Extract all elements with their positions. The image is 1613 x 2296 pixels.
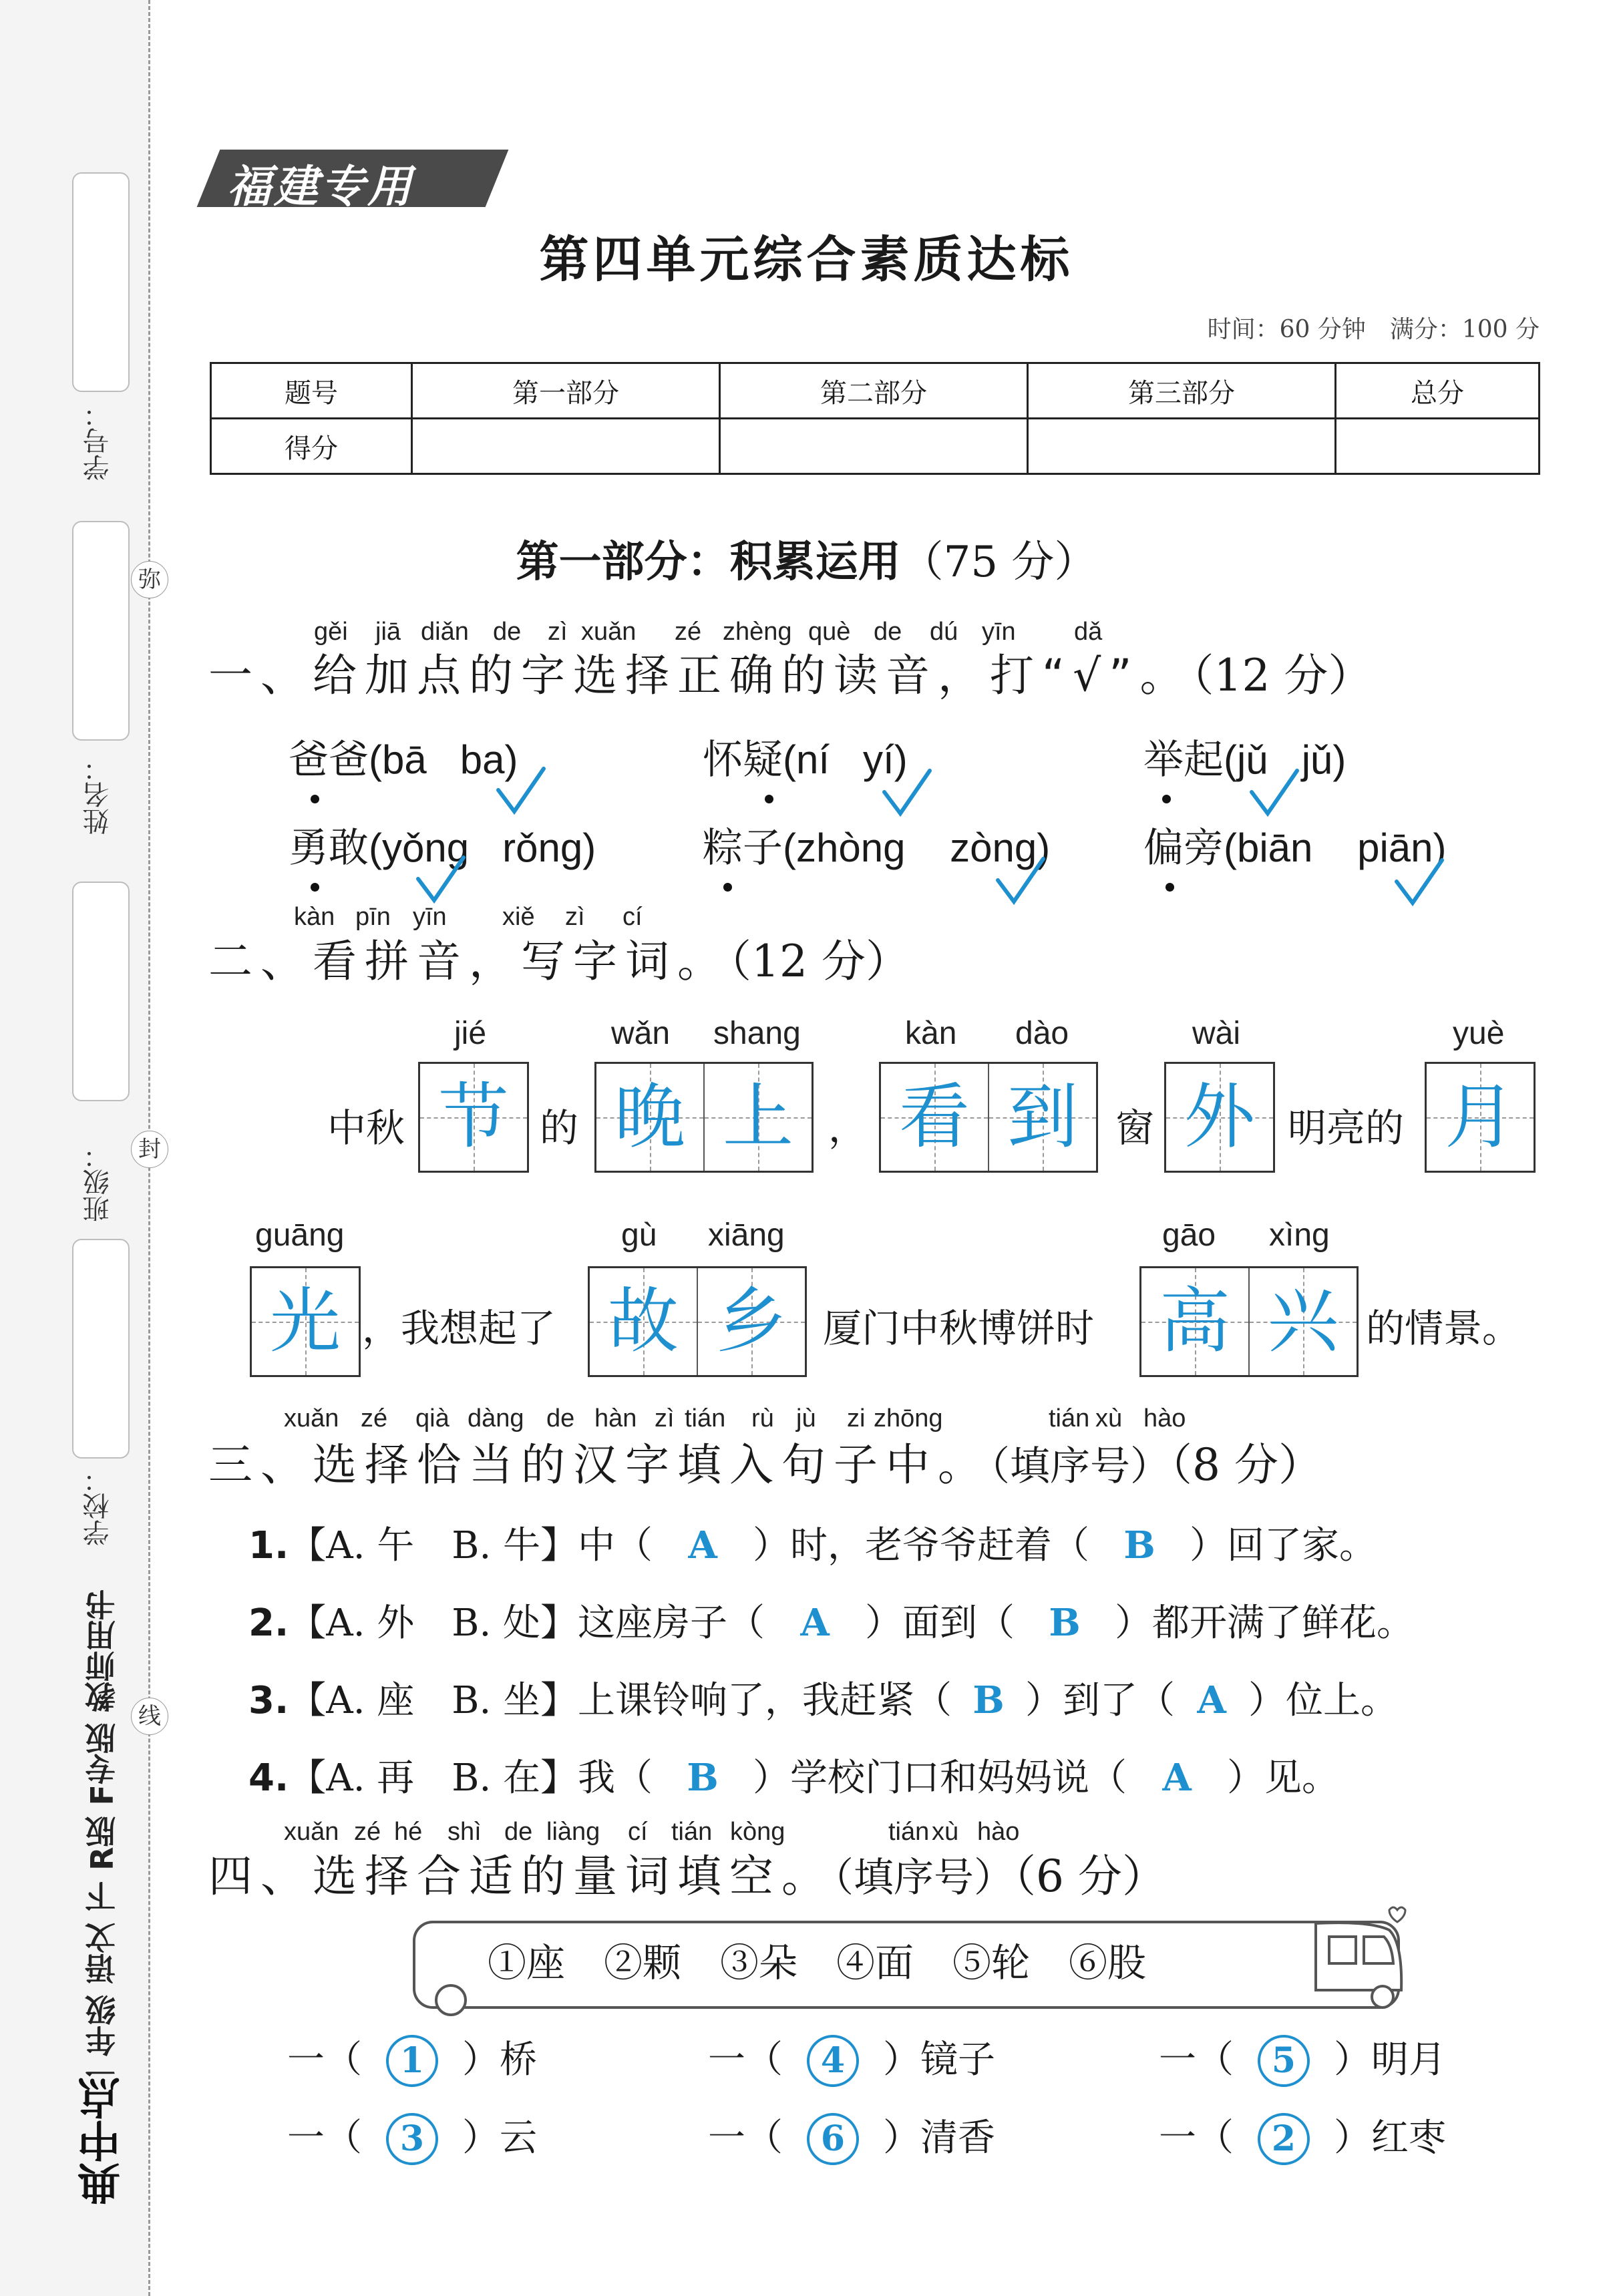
q1-item: 勇敢(yǒng rǒng) bbox=[289, 825, 596, 872]
sentence-text: ， bbox=[828, 1105, 868, 1151]
q3-row bbox=[248, 1671, 1398, 1724]
q1-word: 偏旁 bbox=[1143, 825, 1224, 872]
name-label: 姓名： bbox=[83, 755, 114, 835]
q3-title bbox=[208, 1429, 1322, 1493]
writing-cell[interactable] bbox=[881, 1064, 988, 1171]
row-options: 【A. 午 B. 牛】 bbox=[289, 1524, 578, 1567]
q3-row bbox=[248, 1593, 1414, 1647]
table-header: 题号 bbox=[211, 363, 412, 419]
row-label: 得分 bbox=[211, 419, 412, 474]
q3-points: （8 分） bbox=[1170, 1439, 1322, 1491]
answer-char: 看 bbox=[899, 1076, 970, 1158]
writing-grid[interactable] bbox=[1139, 1266, 1359, 1377]
answer-blank[interactable]: A bbox=[1197, 1678, 1226, 1722]
answer-char: 上 bbox=[723, 1076, 793, 1158]
q4-row bbox=[287, 2108, 537, 2165]
emphasis-dot bbox=[723, 883, 732, 892]
q1-word: 举起 bbox=[1143, 737, 1224, 783]
writing-cell[interactable] bbox=[1141, 1268, 1248, 1375]
emphasis-dot bbox=[311, 795, 319, 803]
option-1[interactable]: bā bbox=[381, 737, 427, 782]
answer-char: 乡 bbox=[716, 1280, 787, 1362]
circled-answer: 4 bbox=[807, 2035, 859, 2087]
q1-word: 怀疑 bbox=[703, 737, 783, 783]
answer-char: 故 bbox=[608, 1280, 679, 1362]
writing-cell[interactable] bbox=[1166, 1064, 1273, 1171]
row-text: 一（ bbox=[287, 2116, 362, 2160]
pinyin-annotation: dǎ bbox=[1074, 618, 1103, 646]
pinyin-annotation: zì bbox=[548, 618, 568, 646]
row-options: 【A. 外 B. 处】 bbox=[289, 1601, 578, 1645]
pinyin-annotation: cí bbox=[622, 903, 643, 931]
row-text: ）时，老爷爷赶着（ bbox=[753, 1524, 1090, 1567]
row-text: 上课铃响了，我赶紧（ bbox=[578, 1679, 952, 1722]
row-number: 3. bbox=[248, 1679, 289, 1722]
row-text: 一（ bbox=[708, 2038, 783, 2082]
answer-char: 高 bbox=[1159, 1280, 1230, 1362]
writing-cell[interactable] bbox=[988, 1064, 1096, 1171]
pinyin-annotation: tián bbox=[685, 1404, 726, 1432]
score-cell[interactable] bbox=[1028, 419, 1336, 474]
row-text: 一（ bbox=[1159, 2116, 1234, 2160]
pinyin-annotation: hé bbox=[394, 1818, 423, 1846]
check-mark-icon bbox=[994, 855, 1047, 908]
option-2[interactable]: ba bbox=[460, 737, 505, 782]
section-title-text: 第一部分：积累运用 bbox=[516, 538, 901, 587]
section-points: （75 分） bbox=[900, 538, 1097, 587]
q4-row bbox=[1159, 2108, 1446, 2165]
row-text: 一（ bbox=[708, 2116, 783, 2160]
pinyin-annotation: jiā bbox=[375, 618, 401, 646]
pinyin-annotation: xuǎn bbox=[581, 618, 637, 646]
emphasis-dot bbox=[765, 795, 773, 803]
answer-blank[interactable] bbox=[362, 2035, 462, 2087]
q1-item: 怀疑(ní yí) bbox=[703, 737, 908, 783]
option-2[interactable]: piān bbox=[1357, 825, 1433, 870]
writing-cell[interactable] bbox=[1427, 1064, 1534, 1171]
q4-note: （填序号） bbox=[834, 1855, 1014, 1901]
school-box[interactable] bbox=[72, 1239, 130, 1459]
option-2[interactable]: rǒng bbox=[502, 825, 583, 870]
pinyin-annotation: de bbox=[493, 618, 522, 646]
row-text: ）面到（ bbox=[865, 1601, 1015, 1645]
score-cell[interactable] bbox=[720, 419, 1028, 474]
q4-row bbox=[708, 2030, 995, 2087]
row-text: 我（ bbox=[578, 1756, 653, 1800]
pinyin-hint: kàn bbox=[905, 1016, 957, 1051]
pinyin-annotation: kàn bbox=[294, 903, 335, 931]
row-text: 这座房子（ bbox=[578, 1601, 765, 1645]
option-2[interactable]: yí bbox=[863, 737, 894, 782]
score-cell[interactable] bbox=[1336, 419, 1540, 474]
answer-blank[interactable] bbox=[783, 2113, 883, 2165]
answer-blank[interactable] bbox=[1234, 2113, 1334, 2165]
check-mark-icon bbox=[414, 853, 468, 907]
spine-text: 一年级 语文 下 R版 F专版 教师用书 bbox=[84, 1589, 120, 2087]
q2-points: （12 分） bbox=[729, 936, 910, 987]
row-text: ）学校门口和妈妈说（ bbox=[753, 1756, 1127, 1800]
seal-mark-mi: 弥 bbox=[131, 561, 168, 598]
writing-cell[interactable] bbox=[1248, 1268, 1357, 1375]
pinyin-annotation: zì bbox=[655, 1404, 675, 1432]
pinyin-annotation: cí bbox=[628, 1818, 648, 1846]
pinyin-annotation: què bbox=[808, 618, 851, 646]
bus-wheel-icon bbox=[427, 1977, 474, 2024]
score-table bbox=[210, 362, 1540, 475]
score-table-header-row bbox=[211, 363, 1540, 419]
q4-points: （6 分） bbox=[1014, 1851, 1166, 1902]
class-label: 班级： bbox=[83, 1142, 114, 1222]
answer-char: 外 bbox=[1184, 1076, 1255, 1158]
writing-grid[interactable] bbox=[1164, 1062, 1275, 1173]
table-header: 第三部分 bbox=[1028, 363, 1336, 419]
pinyin-annotation: tián bbox=[888, 1818, 930, 1846]
answer-blank[interactable]: B bbox=[687, 1756, 719, 1800]
option-1[interactable]: ní bbox=[795, 737, 830, 782]
pinyin-annotation: zé bbox=[675, 618, 702, 646]
sentence-text: ，我想起了 bbox=[362, 1306, 556, 1351]
q1-word: 勇敢 bbox=[289, 825, 369, 872]
row-text: ）红枣 bbox=[1334, 2116, 1446, 2160]
pinyin-annotation: hào bbox=[1143, 1404, 1186, 1432]
row-text: 一（ bbox=[1159, 2038, 1234, 2082]
pinyin-annotation: pīn bbox=[355, 903, 391, 931]
circled-answer: 6 bbox=[807, 2113, 859, 2165]
option-1[interactable]: yǒng bbox=[381, 825, 470, 870]
q1-title bbox=[208, 640, 1372, 703]
brand-logo: 典中点 bbox=[78, 2077, 128, 2205]
answer-char: 节 bbox=[438, 1076, 509, 1158]
writing-cell[interactable] bbox=[420, 1064, 527, 1171]
pinyin-annotation: qià bbox=[415, 1404, 450, 1432]
answer-char: 晚 bbox=[614, 1076, 685, 1158]
check-mark-icon bbox=[1248, 767, 1301, 820]
page-title: 第四单元综合素质达标 bbox=[539, 231, 1074, 289]
emphasis-dot bbox=[1166, 883, 1174, 892]
pinyin-hint: dào bbox=[1015, 1016, 1069, 1051]
check-mark-icon bbox=[1393, 856, 1446, 910]
class-box[interactable] bbox=[72, 882, 130, 1101]
row-options: 【A. 座 B. 坐】 bbox=[289, 1679, 578, 1722]
option-1[interactable]: zhòng bbox=[795, 825, 906, 870]
writing-grid[interactable] bbox=[588, 1266, 807, 1377]
q1-title-text: 一、给加点的字选择正确的读音，打“√”。 bbox=[208, 650, 1192, 701]
pinyin-hint: yuè bbox=[1453, 1016, 1505, 1051]
option-1[interactable]: biān bbox=[1236, 825, 1313, 870]
table-header: 第一部分 bbox=[412, 363, 720, 419]
pinyin-hint: guāng bbox=[255, 1217, 345, 1253]
q3-title-text: 三、选择恰当的汉字填入句子中。 bbox=[208, 1439, 990, 1491]
pinyin-annotation: hào bbox=[977, 1818, 1020, 1846]
row-text: 一（ bbox=[287, 2038, 362, 2082]
row-text: ）桥 bbox=[462, 2038, 537, 2082]
writing-cell[interactable] bbox=[252, 1268, 359, 1375]
q1-points: （12 分） bbox=[1192, 650, 1373, 701]
q1-word: 粽子 bbox=[703, 825, 783, 872]
pinyin-annotation: zì bbox=[565, 903, 585, 931]
bus-front-icon bbox=[1309, 1903, 1416, 2010]
row-number: 4. bbox=[248, 1756, 289, 1800]
region-tag: 福建专用 bbox=[227, 161, 414, 212]
pinyin-annotation: xù bbox=[1095, 1404, 1123, 1432]
answer-blank[interactable] bbox=[1234, 2035, 1334, 2087]
seal-mark-feng: 封 bbox=[131, 1131, 168, 1168]
q4-title bbox=[208, 1841, 1166, 1904]
writing-cell[interactable] bbox=[703, 1064, 812, 1171]
score-cell[interactable] bbox=[412, 419, 720, 474]
pinyin-hint: gāo bbox=[1162, 1217, 1216, 1253]
row-text: ）明月 bbox=[1334, 2038, 1446, 2082]
writing-cell[interactable] bbox=[596, 1064, 703, 1171]
sentence-text: 厦门中秋博饼时 bbox=[823, 1306, 1095, 1351]
option-2[interactable]: zòng bbox=[950, 825, 1037, 870]
row-text: ）到了（ bbox=[1025, 1679, 1176, 1722]
writing-cell[interactable] bbox=[590, 1268, 697, 1375]
pinyin-hint: wǎn bbox=[611, 1016, 671, 1051]
sentence-text: 中秋 bbox=[327, 1105, 405, 1151]
pinyin-annotation: zhèng bbox=[723, 618, 792, 646]
pinyin-annotation: diǎn bbox=[421, 618, 469, 646]
pinyin-annotation: yīn bbox=[982, 618, 1016, 646]
sentence-text: 的情景。 bbox=[1366, 1306, 1521, 1351]
answer-char: 兴 bbox=[1268, 1280, 1338, 1362]
q1-word: 爸爸 bbox=[289, 737, 369, 783]
check-mark-icon bbox=[494, 765, 548, 818]
writing-grid[interactable] bbox=[594, 1062, 814, 1173]
pinyin-annotation: zé bbox=[361, 1404, 388, 1432]
pinyin-annotation: yīn bbox=[413, 903, 447, 931]
pinyin-hint: shang bbox=[713, 1016, 801, 1051]
writing-cell[interactable] bbox=[697, 1268, 805, 1375]
answer-char: 光 bbox=[270, 1280, 341, 1362]
pinyin-annotation: zhōng bbox=[874, 1404, 943, 1432]
pinyin-annotation: xuǎn bbox=[284, 1404, 339, 1432]
table-header: 总分 bbox=[1336, 363, 1540, 419]
row-text: ）清香 bbox=[883, 2116, 995, 2160]
time-info: 时间：60 分钟 满分：100 分 bbox=[1207, 316, 1540, 343]
pinyin-annotation: kòng bbox=[730, 1818, 785, 1846]
school-label: 学校： bbox=[83, 1466, 114, 1546]
pinyin-annotation: gěi bbox=[314, 618, 348, 646]
pinyin-hint: wài bbox=[1192, 1016, 1241, 1051]
q1-item: 爸爸(bā ba) bbox=[289, 737, 518, 783]
pinyin-hint: gù bbox=[621, 1217, 657, 1253]
circled-answer: 2 bbox=[1258, 2113, 1310, 2165]
writing-grid[interactable] bbox=[879, 1062, 1098, 1173]
q4-row bbox=[708, 2108, 995, 2165]
answer-blank[interactable]: B bbox=[972, 1678, 1005, 1722]
score-table-row bbox=[211, 419, 1540, 474]
q1-item: 粽子(zhòng zòng) bbox=[703, 825, 1051, 872]
pinyin-annotation: de bbox=[874, 618, 902, 646]
measure-word-options: ①座 ②颗 ③朵 ④面 ⑤轮 ⑥股 bbox=[488, 1940, 1147, 1985]
row-text: ）镜子 bbox=[883, 2038, 995, 2082]
answer-char: 月 bbox=[1445, 1076, 1515, 1158]
pinyin-annotation: dú bbox=[930, 618, 958, 646]
seal-mark-xian: 线 bbox=[131, 1698, 168, 1735]
circled-answer: 5 bbox=[1258, 2035, 1310, 2087]
row-text: ）云 bbox=[462, 2116, 537, 2160]
answer-blank[interactable] bbox=[362, 2113, 462, 2165]
q4-row bbox=[1159, 2030, 1446, 2087]
answer-blank[interactable]: A bbox=[688, 1523, 717, 1567]
sentence-text: 窗 bbox=[1115, 1105, 1155, 1151]
check-mark-icon bbox=[880, 767, 934, 820]
emphasis-dot bbox=[311, 883, 319, 892]
q1-item: 举起(jǔ jǔ) bbox=[1143, 737, 1347, 783]
pinyin-hint: xìng bbox=[1269, 1217, 1330, 1253]
q4-title-text: 四、选择合适的量词填空。 bbox=[208, 1851, 834, 1902]
q3-row bbox=[248, 1748, 1339, 1802]
pinyin-annotation: rù bbox=[751, 1404, 774, 1432]
row-text: 中（ bbox=[578, 1524, 653, 1567]
pinyin-annotation: tián bbox=[1049, 1404, 1090, 1432]
q1-item: 偏旁(biān piān) bbox=[1143, 825, 1447, 872]
pinyin-annotation: hàn bbox=[594, 1404, 637, 1432]
row-text: ）位上。 bbox=[1248, 1679, 1399, 1722]
row-text: ）回了家。 bbox=[1190, 1524, 1377, 1567]
student-no-label: 学号： bbox=[83, 401, 114, 481]
option-2[interactable]: jǔ bbox=[1301, 737, 1333, 782]
table-header: 第二部分 bbox=[720, 363, 1028, 419]
circled-answer: 1 bbox=[386, 2035, 438, 2087]
sentence-text: 的 bbox=[540, 1105, 579, 1151]
answer-blank[interactable]: A bbox=[1162, 1756, 1192, 1800]
section-title bbox=[0, 528, 1613, 589]
sentence-text: 明亮的 bbox=[1288, 1105, 1405, 1151]
row-options: 【A. 再 B. 在】 bbox=[289, 1756, 578, 1800]
q3-row bbox=[248, 1516, 1377, 1569]
pinyin-annotation: dàng bbox=[468, 1404, 524, 1432]
answer-blank[interactable]: B bbox=[1123, 1523, 1155, 1567]
answer-blank[interactable]: A bbox=[800, 1601, 830, 1645]
writing-grid[interactable] bbox=[1425, 1062, 1536, 1173]
pinyin-hint: xiāng bbox=[708, 1217, 785, 1253]
q4-row bbox=[287, 2030, 537, 2087]
q2-title bbox=[208, 926, 910, 989]
row-number: 2. bbox=[248, 1601, 289, 1645]
writing-grid[interactable] bbox=[418, 1062, 529, 1173]
option-1[interactable]: jǔ bbox=[1236, 737, 1268, 782]
pinyin-annotation: liàng bbox=[546, 1818, 600, 1846]
pinyin-annotation: shì bbox=[447, 1818, 482, 1846]
row-text: ）见。 bbox=[1227, 1756, 1340, 1800]
pinyin-annotation: de bbox=[504, 1818, 533, 1846]
answer-char: 到 bbox=[1007, 1076, 1078, 1158]
q3-note: （填序号） bbox=[990, 1443, 1170, 1490]
pinyin-annotation: xiě bbox=[502, 903, 535, 931]
pinyin-annotation: tián bbox=[671, 1818, 713, 1846]
row-number: 1. bbox=[248, 1524, 289, 1567]
pinyin-annotation: zi bbox=[847, 1404, 866, 1432]
pinyin-hint: jié bbox=[454, 1016, 487, 1051]
emphasis-dot bbox=[1162, 795, 1171, 803]
pinyin-annotation: de bbox=[546, 1404, 575, 1432]
q2-title-text: 二、看拼音，写字词。 bbox=[208, 936, 729, 987]
writing-grid[interactable] bbox=[250, 1266, 361, 1377]
pinyin-annotation: xuǎn bbox=[284, 1818, 339, 1846]
answer-blank[interactable] bbox=[783, 2035, 883, 2087]
row-text: ）都开满了鲜花。 bbox=[1115, 1601, 1415, 1645]
circled-answer: 3 bbox=[386, 2113, 438, 2165]
pinyin-annotation: zé bbox=[354, 1818, 381, 1846]
pinyin-annotation: jù bbox=[796, 1404, 816, 1432]
pinyin-annotation: xù bbox=[932, 1818, 959, 1846]
answer-blank[interactable]: B bbox=[1049, 1601, 1081, 1645]
